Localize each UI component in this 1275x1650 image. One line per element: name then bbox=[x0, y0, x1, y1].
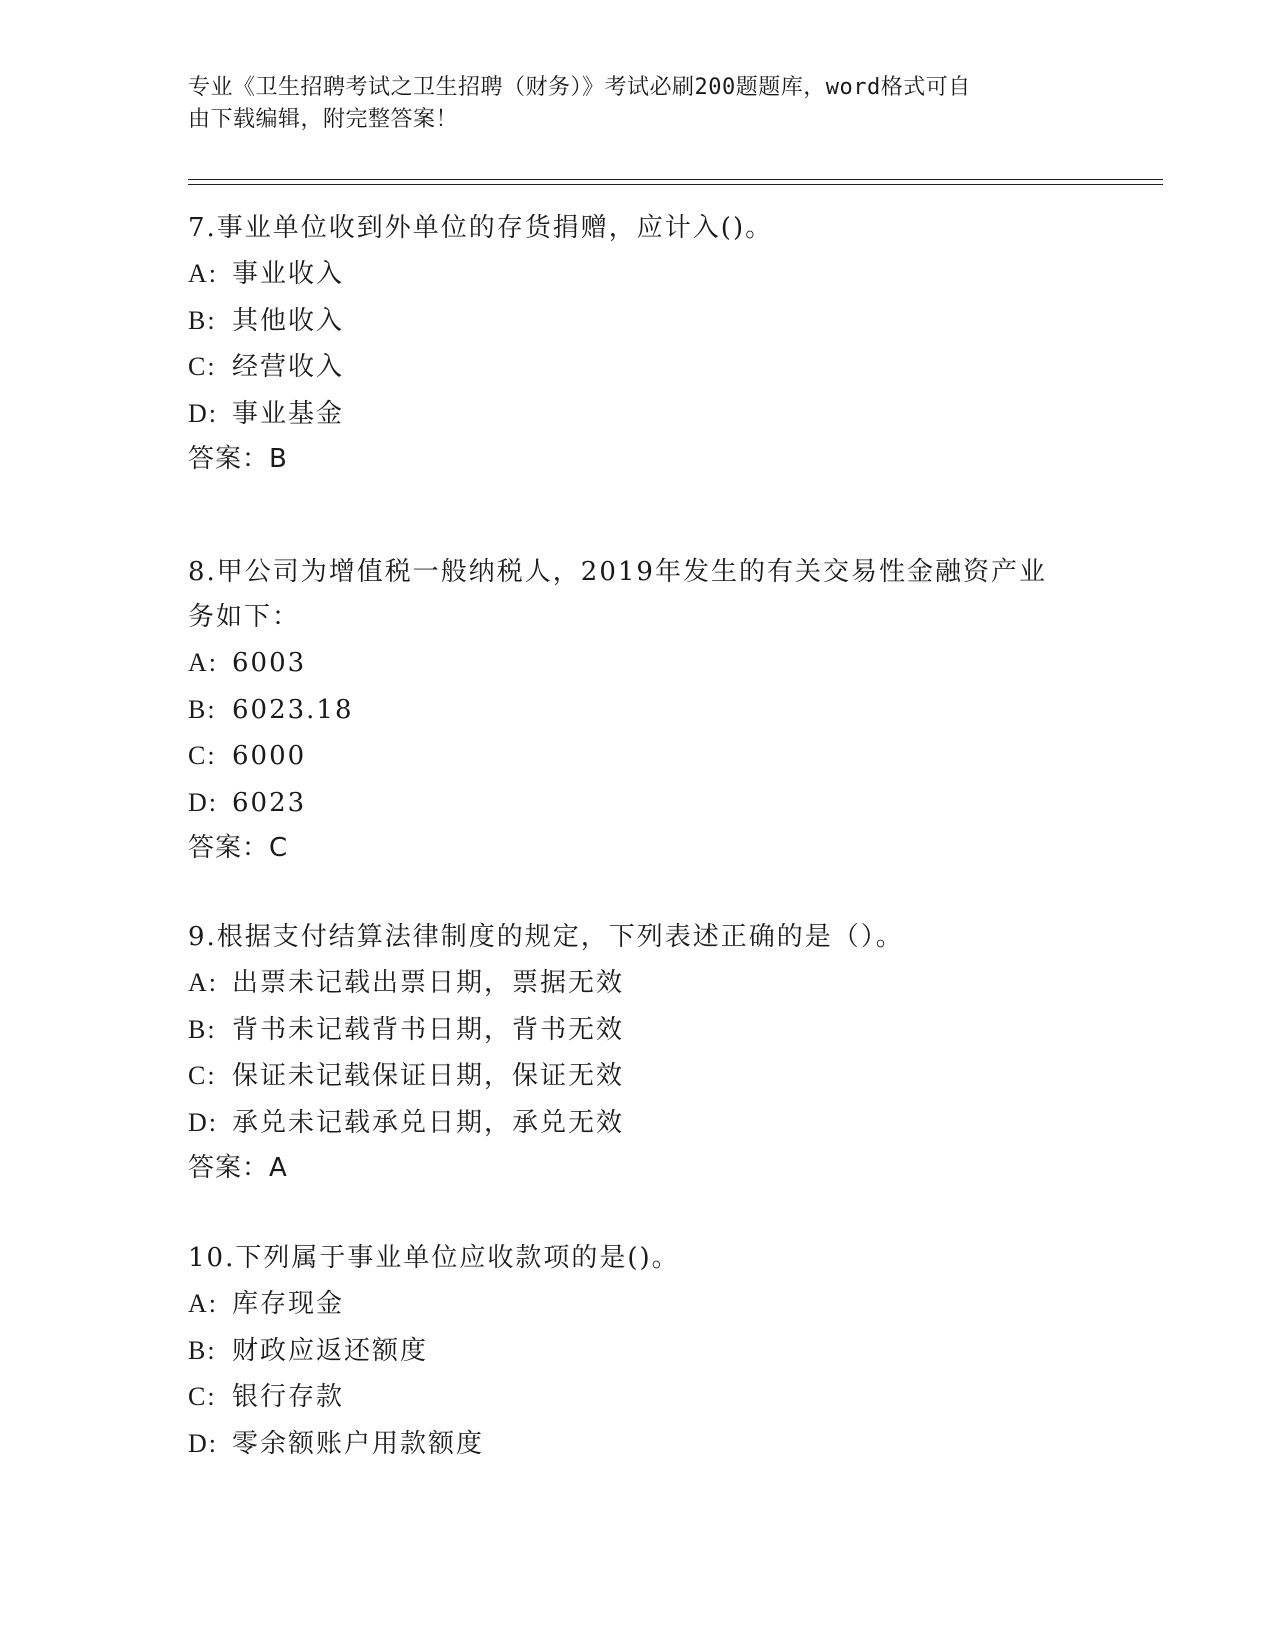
document-header bbox=[188, 72, 1068, 136]
option-text: 6003 bbox=[232, 648, 307, 678]
option-key: C: bbox=[188, 1382, 217, 1411]
option-a bbox=[188, 1281, 1088, 1328]
question-stem-continued: 务如下： bbox=[188, 602, 301, 632]
option-key: D: bbox=[188, 398, 218, 428]
question-stem: 7.事业单位收到外单位的存货捐赠，应计入()。 bbox=[188, 213, 774, 243]
question-9 bbox=[188, 915, 1088, 1191]
option-d bbox=[188, 1421, 1088, 1468]
question-stem: 9.根据支付结算法律制度的规定，下列表述正确的是（）。 bbox=[188, 922, 904, 952]
option-text: 库存现金 bbox=[232, 1289, 345, 1319]
option-key: A: bbox=[188, 968, 218, 997]
header-text-line-1: 专业《卫生招聘考试之卫生招聘（财务）》考试必刷200题题库，word格式可自 bbox=[188, 75, 971, 100]
option-b bbox=[188, 1328, 1088, 1375]
option-text: 保证未记载保证日期，保证无效 bbox=[232, 1061, 625, 1091]
header-divider-bottom bbox=[188, 184, 1163, 185]
question-stem: 10.下列属于事业单位应收款项的是()。 bbox=[188, 1243, 680, 1273]
answer-line: 答案：A bbox=[188, 1153, 288, 1183]
option-d bbox=[188, 391, 1088, 438]
option-text: 事业收入 bbox=[232, 259, 345, 289]
option-a bbox=[188, 640, 1088, 687]
option-key: C: bbox=[188, 741, 217, 770]
option-text: 6023.18 bbox=[232, 694, 354, 725]
option-c bbox=[188, 733, 1088, 780]
option-key: B: bbox=[188, 1335, 217, 1365]
option-b bbox=[188, 1007, 1088, 1054]
option-text: 出票未记载出票日期，票据无效 bbox=[232, 968, 625, 998]
option-c bbox=[188, 1374, 1088, 1421]
option-key: D: bbox=[188, 1428, 218, 1458]
option-text: 背书未记载背书日期，背书无效 bbox=[232, 1014, 625, 1045]
option-a bbox=[188, 960, 1088, 1007]
option-text: 承兑未记载承兑日期，承兑无效 bbox=[232, 1107, 625, 1138]
option-text: 财政应返还额度 bbox=[232, 1335, 429, 1366]
header-text-line-2: 由下载编辑，附完整答案！ bbox=[188, 107, 459, 132]
option-text: 事业基金 bbox=[232, 398, 345, 429]
option-key: B: bbox=[188, 1014, 217, 1044]
option-text: 零余额账户用款额度 bbox=[232, 1428, 485, 1459]
option-d bbox=[188, 780, 1088, 827]
question-10 bbox=[188, 1236, 1088, 1467]
option-text: 6000 bbox=[232, 741, 307, 771]
option-text: 6023 bbox=[232, 787, 307, 818]
option-a bbox=[188, 251, 1088, 298]
option-d bbox=[188, 1100, 1088, 1147]
option-b bbox=[188, 298, 1088, 345]
answer-line: 答案：B bbox=[188, 444, 288, 474]
option-c bbox=[188, 1053, 1088, 1100]
option-text: 经营收入 bbox=[232, 352, 345, 382]
option-key: A: bbox=[188, 259, 218, 288]
option-key: D: bbox=[188, 787, 218, 817]
answer-line: 答案：C bbox=[188, 833, 289, 863]
option-c bbox=[188, 344, 1088, 391]
option-text: 银行存款 bbox=[232, 1382, 345, 1412]
option-text: 其他收入 bbox=[232, 305, 345, 336]
option-key: C: bbox=[188, 352, 217, 381]
option-key: A: bbox=[188, 1289, 218, 1318]
option-key: A: bbox=[188, 648, 218, 677]
option-key: C: bbox=[188, 1061, 217, 1090]
option-key: B: bbox=[188, 305, 217, 335]
question-7 bbox=[188, 206, 1088, 482]
option-b bbox=[188, 687, 1088, 734]
option-key: B: bbox=[188, 694, 217, 724]
question-8 bbox=[188, 550, 1088, 871]
question-stem: 8.甲公司为增值税一般纳税人，2019年发生的有关交易性金融资产业 bbox=[188, 557, 1047, 587]
header-divider-top bbox=[188, 179, 1163, 180]
option-key: D: bbox=[188, 1107, 218, 1137]
